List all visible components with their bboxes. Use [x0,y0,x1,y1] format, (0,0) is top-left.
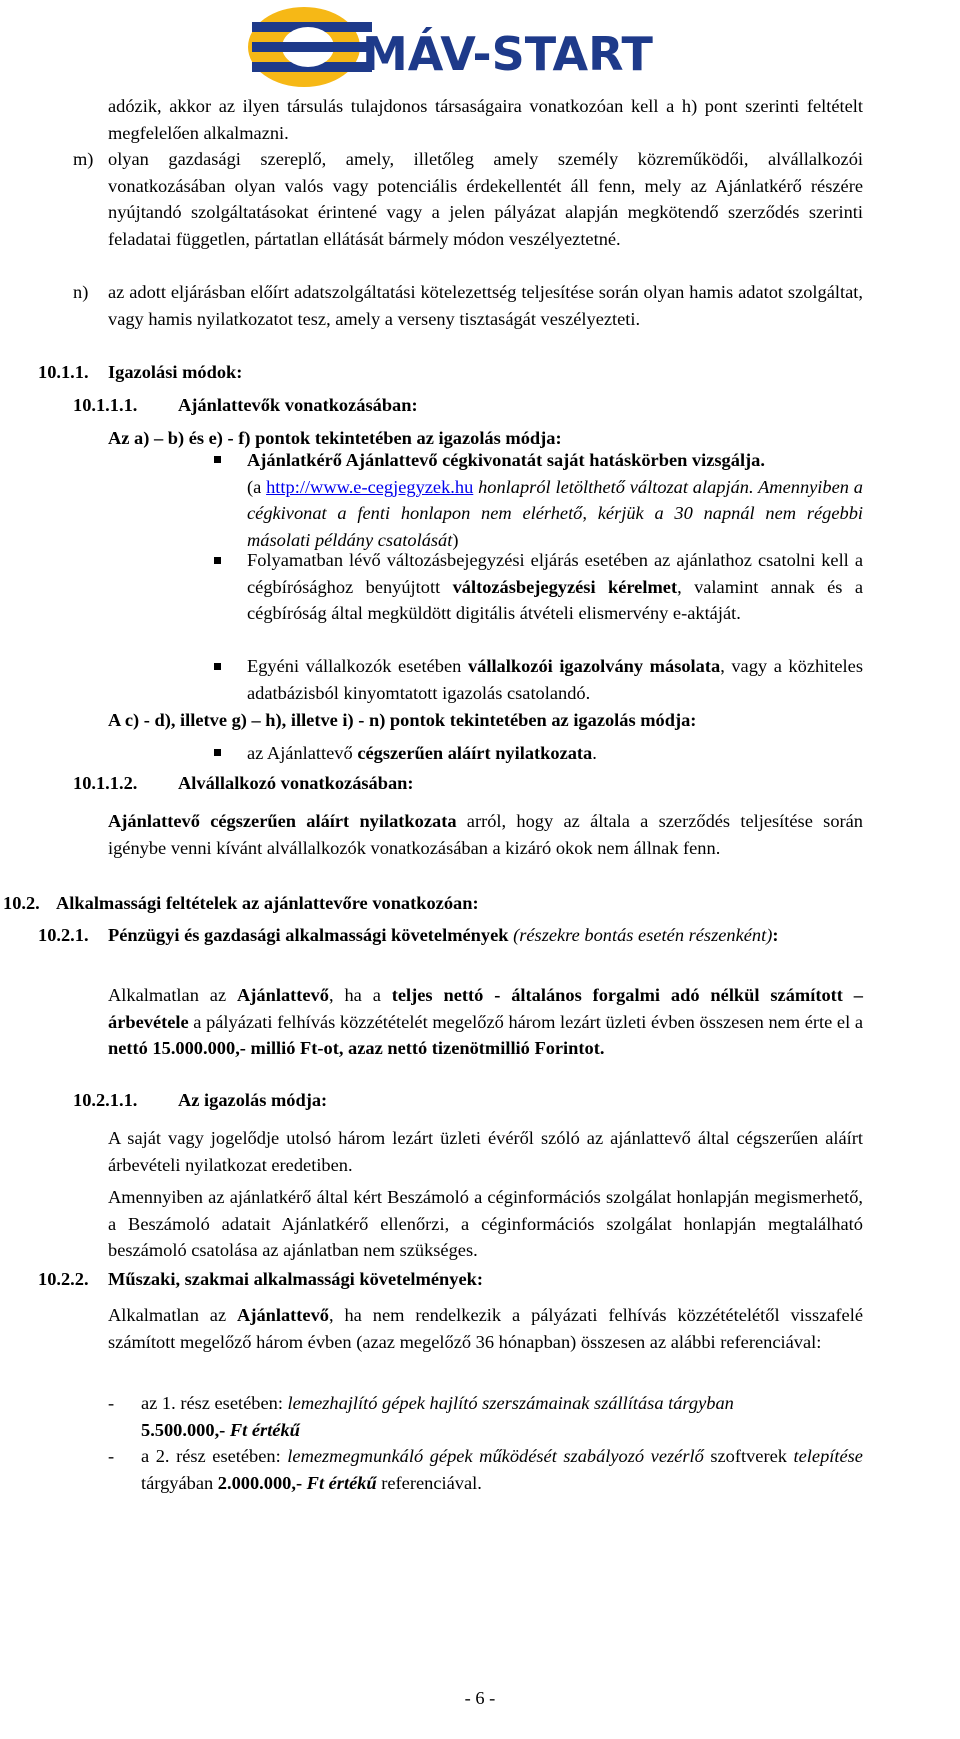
section-title-10-2-1-1: Az igazolás módja: [178,1090,328,1110]
bullet-1-bold: Ajánlatkérő Ajánlattevő cégkivonatát saját hatáskörben vizsgálja. [247,450,765,470]
technical-c: , ha nem rendelkezik a pályázati felhívás közzétételétől visszafelé számított megelőző három évben (azaz megelőző 36 hónapban) összesen az alábbi referenciával: [108,1305,863,1352]
reference-part-1 [141,1390,863,1443]
bullet-1-italic: honlapról letölthető változat alapján. Amennyiben a cégkivonat a fenti honlapon nem elérhető, kérjük a 30 napnál nem régebbi másolati példány csatolását [247,476,863,550]
page-number: - 6 - [464,1688,496,1708]
ref2-bold-italic: Ft értékű [302,1472,377,1493]
section-number-10-2: 10.2. [3,893,40,913]
ref2-italic: lemezmegmunkáló gépek működését szabályozó vezérlő [287,1446,704,1466]
bullet-3-b: , vagy a közhiteles adatbázisból kinyomtatott igazolás csatolandó. [247,656,863,703]
subcontractor-text: arról, hogy az általa a szerződés teljesítése során igénybe venni kívánt alvállalkozók vonatkozásában a kizáró okok nem állnak fenn. [108,811,863,858]
financial-d: teljes nettó - általános forgalmi adó nélkül számított – árbevétele [108,985,863,1032]
bullet-2-text [247,547,863,627]
bullet-3-a: Egyéni vállalkozók esetében [247,656,468,676]
ref2-b: szoftverek [703,1446,794,1466]
ref2-bold: 2.000.000,- [217,1472,303,1493]
bullet-1-text [247,447,863,553]
section-number-10-1-1: 10.1.1. [38,362,89,382]
technical-paragraph [108,1302,863,1355]
financial-a: Alkalmatlan az [108,985,238,1005]
proof-paragraph-2: Amennyiben az ajánlatkérő által kért Beszámoló a céginformációs szolgálat honlapján megismerhető, a Beszámoló adatait Ajánlatkérő ellenőrzi, a céginformációs szolgálat honlapján megtalálható beszámoló csatolása az ajánlatban nem szükséges. [108,1187,863,1260]
ref2-d: referenciával. [376,1472,482,1493]
bullet-4-a: az Ajánlattevő [247,743,358,763]
section-title-10-2-1 [108,922,863,949]
financial-e: a pályázati felhívás közzétételét megelőző három lezárt üzleti évben összesen nem érte el a [188,1011,863,1032]
technical-a: Alkalmatlan az [108,1305,238,1325]
financial-b: Ajánlattevő [237,985,329,1005]
bullet-square-icon [214,663,221,670]
title-10-2-1-colon: : [772,925,779,945]
section-number-10-2-1-1: 10.2.1.1. [73,1090,138,1110]
bullet-2-b: , valamint annak és a cégbíróság által megküldött digitális átvételi elismervény e-aktáját. [247,576,863,623]
bullet-1-close: ) [452,529,459,550]
financial-c: , ha a [328,985,392,1005]
item-n-text: az adott eljárásban előírt adatszolgáltatási kötelezettség teljesítése során olyan hamis adatot szolgáltat, vagy hamis nyilatkozatot tesz, amely a verseny tisztaságát veszélyezteti. [108,282,863,329]
title-10-2-1-italic: (részekre bontás esetén részenként) [508,925,773,945]
section-title-10-1-1-2: Alvállalkozó vonatkozásában: [178,773,414,793]
technical-b: Ajánlattevő [237,1305,329,1325]
bullet-1-pre: (a [247,476,267,497]
bullet-4-bold: cégszerűen aláírt nyilatkozata [357,743,593,763]
section-number-10-1-1-1: 10.1.1.1. [73,395,138,415]
dash-marker-2: - [108,1446,115,1466]
dash-marker-1: - [108,1393,115,1413]
section-number-10-2-1: 10.2.1. [38,925,89,945]
heading-ab-proof: Az a) – b) és e) - f) pontok tekintetében az igazolás módja: [108,428,562,448]
intro-paragraph: adózik, akkor az ilyen társulás tulajdonos társaságaira vonatkozóan kell a h) pont szerinti feltételt megfelelően alkalmazni. [108,96,863,143]
section-number-10-1-1-2: 10.1.1.2. [73,773,138,793]
ref1-a: az 1. rész esetében: [141,1393,288,1413]
subcontractor-bold: Ajánlattevő cégszerűen aláírt nyilatkozata [108,811,457,831]
heading-cn-proof: A c) - d), illetve g) – h), illetve i) - n) pontok tekintetében az igazolás módja: [108,710,697,730]
bullet-3-bold: vállalkozói igazolvány másolata [467,656,721,676]
bullet-4-text [247,740,863,767]
section-title-10-2-2: Műszaki, szakmai alkalmassági követelmények: [108,1269,483,1289]
bullet-4-b: . [592,743,597,763]
bullet-square-icon [214,557,221,564]
subcontractor-paragraph [108,808,863,861]
section-title-10-2: Alkalmassági feltételek az ajánlattevőre vonatkozóan: [56,893,479,913]
mav-start-logo [244,0,674,98]
item-m-marker: m) [73,149,94,169]
logo-emblem [248,7,372,87]
bullet-2-a: Folyamatban lévő változásbejegyzési eljárás esetében az ajánlathoz csatolni kell a cégbírósághoz benyújtott [247,550,863,597]
ref2-c: tárgyában [141,1472,218,1493]
ref1-bold-italic: Ft értékű [225,1419,300,1440]
section-title-10-1-1-1: Ajánlattevők vonatkozásában: [178,395,418,415]
proof-paragraph-1: A saját vagy jogelődje utolsó három lezárt üzleti évéről szóló az ajánlattevő által cégszerűen aláírt árbevételi nyilatkozat eredetiben. [108,1128,863,1175]
item-n-marker: n) [73,282,89,302]
bullet-2-bold: változásbejegyzési kérelmet [452,576,678,597]
bullet-3-text [247,653,863,706]
ref2-italic-2: telepítése [793,1446,863,1466]
financial-f: nettó 15.000.000,- millió Ft-ot, azaz nettó tizenötmillió Forintot. [108,1038,605,1058]
bullet-square-icon [214,749,221,756]
e-cegjegyzek-link[interactable]: http://www.e-cegjegyzek.hu [266,476,474,497]
section-number-10-2-2: 10.2.2. [38,1269,89,1289]
ref1-bold: 5.500.000,- [141,1419,226,1440]
logo-wordmark: MÁV-START [362,27,653,81]
financial-paragraph [108,982,863,1062]
title-10-2-1-bold: Pénzügyi és gazdasági alkalmassági követelmények [108,925,509,945]
item-m-text: olyan gazdasági szereplő, amely, illetőleg amely személy közreműködői, alvállalkozói vonatkozásában olyan valós vagy potenciális érdekellentét áll fenn, mely az Ajánlatkérő részére nyújtandó szolgáltatásokat érintené vagy a jelen pályázat alapján megkötendő szerződés szerinti feladatai független, pártatlan ellátását bármely módon veszélyeztetné. [108,149,863,249]
reference-part-2 [141,1443,863,1496]
bullet-square-icon [214,456,221,463]
ref2-a: a 2. rész esetében: [141,1446,288,1466]
section-title-10-1-1: Igazolási módok: [108,362,243,382]
ref1-italic: lemezhajlító gépek hajlító szerszámainak szállítása tárgyban [287,1393,734,1413]
